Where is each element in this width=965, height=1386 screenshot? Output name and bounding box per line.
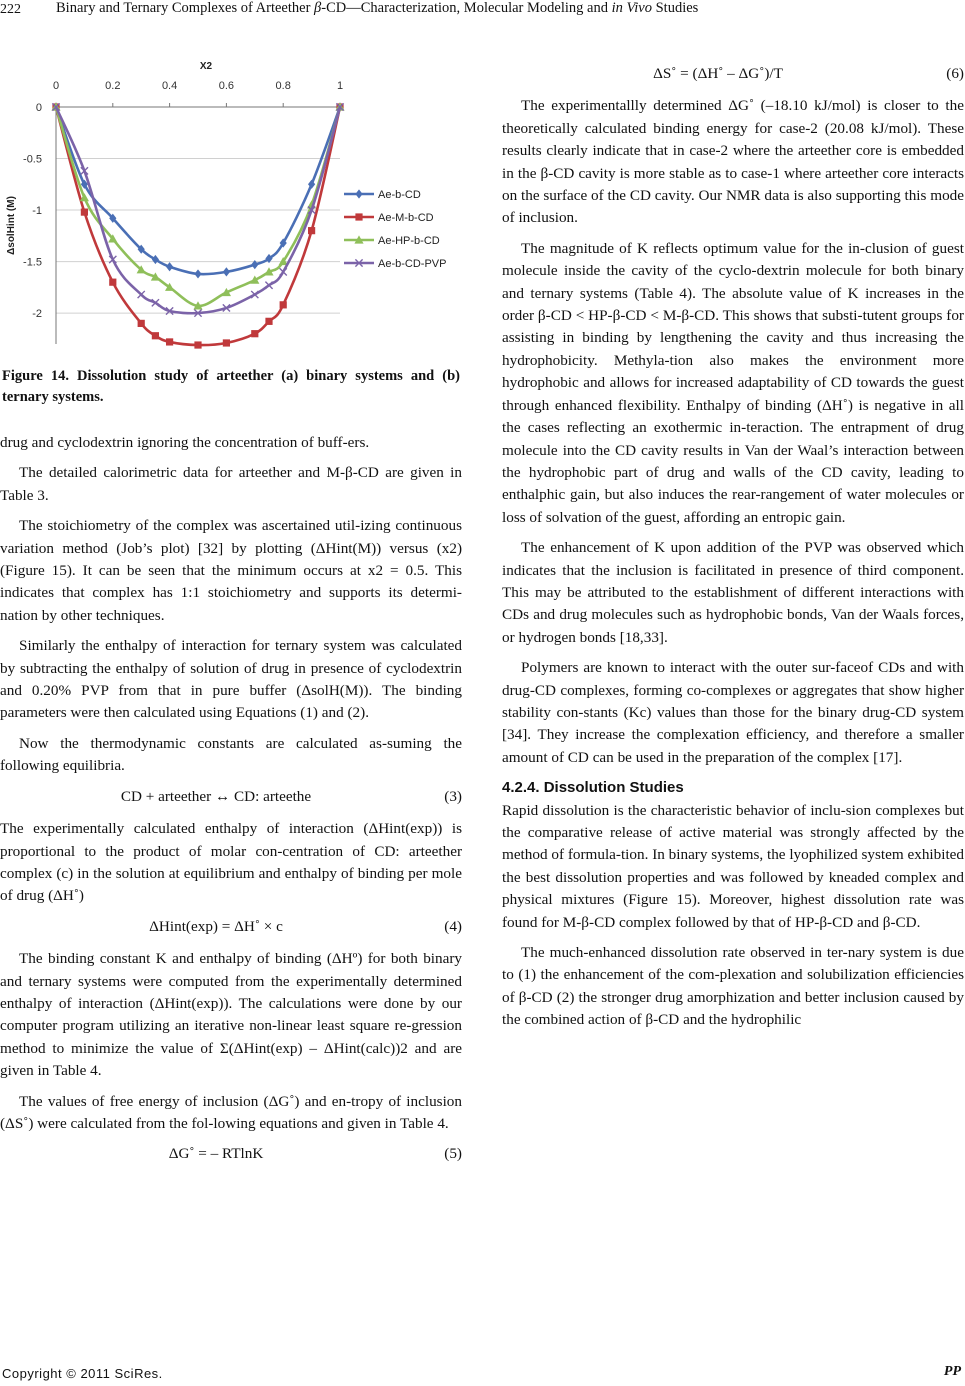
series-1-point-1 — [81, 209, 88, 216]
section-heading-dissolution: 4.2.4. Dissolution Studies — [502, 779, 684, 797]
equation-3-number: (3) — [444, 787, 462, 805]
y-tick-label-2: -1 — [32, 205, 42, 218]
y-tick-label-1: -0.5 — [23, 153, 42, 166]
left-para-8: The values of free energy of inclusion (ΔG˚) and en-tropy of inclusion (ΔS˚) were calculated from the fol-lowing equations and given in Table 4. — [0, 1092, 462, 1132]
figure-14-chart — [0, 52, 462, 352]
legend-label-1: Ae-M-b-CD — [378, 212, 434, 224]
left-para-1: drug and cyclodextrin ignoring the concentration of buff-ers. — [0, 434, 370, 451]
footer-journal: PP — [943, 1364, 961, 1379]
series-1-point-2 — [109, 279, 116, 286]
series-1-point-11 — [308, 227, 315, 234]
footer-copyright: Copyright © 2011 SciRes. — [2, 1366, 163, 1381]
right-para-4: Polymers are known to interact with the outer sur-faceof CDs and with drug-CD complexes, forming co-complexes or aggregates that show higher stability con-stants (Kc) values than those for the binary drug-CD system [34]. They increase the complexation efficiency, and therefore a smaller amount of CD can be used in the preparation of the complex [17]. — [502, 659, 964, 766]
right-para-1: The experimentallly determined ΔG˚ (–18.10 kJ/mol) is closer to the theoretically calculated binding energy for case-2 (20.08 kJ/mol). These results clearly indicate that in case-2 where the arteether core is embedded in the β-CD cavity is more stable as to case-1 where arteether core interacts on the surface of the CD cavity. Our NMR data is also supporting this mode of inclusion. — [502, 97, 964, 227]
title-part-1: Binary and Ternary Complexes of Arteether — [56, 0, 315, 16]
equation-4-number: (4) — [444, 917, 462, 935]
equation-6 — [502, 63, 964, 85]
title-beta: β — [314, 0, 322, 16]
x-tick-label-2: 0.4 — [161, 80, 178, 92]
equation-6-text: ΔS˚ = (ΔH˚ – ΔG˚)/T — [653, 65, 783, 82]
series-1-point-3 — [138, 320, 145, 327]
y-tick-label-3: -1.5 — [23, 256, 42, 269]
title-in-vivo: in Vivo — [611, 0, 652, 16]
series-1-point-4 — [152, 332, 159, 339]
left-para-6: The experimentally calculated enthalpy of interaction (ΔHint(exp)) is proportional to the product of molar con-centration of CD: arteether complex (c) in the solution at equilibrium and enthalpy of binding per mole of drug (ΔH˚) — [0, 820, 462, 905]
page-number: 222 — [0, 2, 21, 17]
x-axis-label: X2 — [199, 61, 213, 72]
equation-5 — [0, 1143, 462, 1165]
x-tick-label-4: 0.8 — [275, 80, 291, 92]
right-para-3: The enhancement of K upon addition of the PVP was observed which indicates that the inclusion is facilitated in presence of third component. This may be attributed to the establishment of different interactions with CDs and drug molecules such as hydrophobic bonds, Van der Waals forces, or hydrogen bonds [18,33]. — [502, 539, 964, 646]
title-part-3: Studies — [651, 0, 699, 16]
x-tick-label-3: 0.6 — [218, 80, 235, 92]
left-para-5: Now the thermodynamic constants are calculated as-suming the following equilibria. — [0, 734, 462, 775]
right-column — [502, 58, 964, 1040]
equation-4 — [0, 916, 462, 938]
figure-caption: Figure 14. Dissolution study of arteether (a) binary systems and (b) ternary systems. — [2, 368, 460, 405]
chart-svg — [0, 52, 462, 352]
y-tick-label-0: 0 — [35, 102, 42, 114]
series-1-point-10 — [280, 301, 287, 308]
right-para-5: Rapid dissolution is the characteristic behavior of inclu-sion complexes but the comparative release of active material was strongly affected by the method of formula-tion. In binary systems, the lyophilized system exhibited the best dissolution properties and was followed by kneaded complex and physical mixtures (Figure 15). Moreover, highest dissolution rate was found for M-β-CD complex followed by that of HP-β-CD and β-CD. — [502, 801, 964, 931]
equation-3 — [0, 786, 462, 808]
left-para-2: The detailed calorimetric data for arteether and M-β-CD are given in Table 3. — [0, 464, 462, 504]
running-title — [56, 0, 698, 17]
left-para-7: The binding constant K and enthalpy of binding (ΔHº) for both binary and ternary systems were computed from the experimentally determined enthalpy of interaction (ΔHint(exp)). The calculations were done by our computer program utilizing an iterative non-linear least square re-gression method to minimize the value of Σ(ΔHint(exp) – ΔHint(calc))2 and are given in Table 4. — [0, 950, 462, 1080]
legend-label-3: Ae-b-CD-PVP — [378, 258, 447, 270]
left-para-3: The stoichiometry of the complex was ascertained util-izing continuous variation method (Job’s plot) [32] by plotting (ΔHint(M)) versus (x2) (Figure 15). It can be seen that the minimum occurs at x2 = 0.5. This indicates that complex has 1:1 stoichiometry and supports its determi-nation by other techniques. — [0, 517, 462, 624]
series-1-point-6 — [194, 341, 201, 348]
equation-5-text: ΔG˚ = – RTlnK — [168, 1145, 264, 1163]
title-part-2: -CD—Characterization, Molecular Modeling and — [321, 0, 612, 16]
legend-label-2: Ae-HP-b-CD — [378, 235, 440, 247]
series-1-point-9 — [265, 318, 272, 325]
right-para-6: The much-enhanced dissolution rate observed in ter-nary system is due to (1) the enhancement of the com-plexation and solubilization efficiencies of β-CD (2) the stronger drug amorphization and better inclusion caused by the combined action of β-CD and the hydrophilic — [502, 944, 964, 1029]
legend-marker-1 — [355, 213, 362, 220]
y-axis-label: ΔsolHint (M) — [6, 196, 17, 255]
equation-6-number: (6) — [946, 65, 964, 82]
series-1-point-8 — [251, 330, 258, 337]
legend-label-0: Ae-b-CD — [378, 189, 421, 201]
equation-5-number: (5) — [444, 1145, 462, 1163]
x-tick-label-5: 1 — [336, 80, 344, 92]
x-tick-label-0: 0 — [52, 80, 60, 92]
y-tick-label-4: -2 — [32, 308, 42, 321]
series-1-point-5 — [166, 338, 173, 345]
equation-3-text: CD + arteether ↔ CD: arteethe — [120, 787, 312, 805]
x-tick-label-1: 0.2 — [105, 80, 121, 92]
equation-4-text: ΔHint(exp) = ΔH˚ × c — [149, 917, 283, 935]
series-1-point-7 — [223, 339, 230, 346]
right-para-2: The magnitude of K reflects optimum value for the in-clusion of guest molecule inside the cavity of the cyclo-dextrin molecule for both binary and ternary systems (Table 4). The absolute value of K increases in the order β-CD < HP-β-CD < M-β-CD. This shows that substi-tutent groups for assisting in binding by lengthening the cavity and thus increasing the hydrophobicity. Methyla-tion also makes the environment more hydrophobic and allows for increased adaptability of CD towards the guest through enhanced flexibility. Enthalpy of binding (ΔH˚) is negative in all the cases reflecting an exothermic in-teraction. The entrapment of drug molecule into the CD cavity results in Van der Waal’s interaction between the hydrophobic part of drug and walls of the CD cavity, leading to enthalphic gain, but also induces the rear-rangement of water molecules or loss of solvation of the guest, affording an entropic gain. — [502, 239, 964, 526]
left-para-4: Similarly the enthalpy of interaction for ternary system was calculated by subtracting the enthalpy of solution of drug in presence of cyclodextrin and 0.20% PVP from that in pure buffer (ΔsolH(M)). The binding parameters were then calculated using Equations (1) and (2). — [0, 637, 462, 722]
left-column — [0, 432, 462, 1176]
